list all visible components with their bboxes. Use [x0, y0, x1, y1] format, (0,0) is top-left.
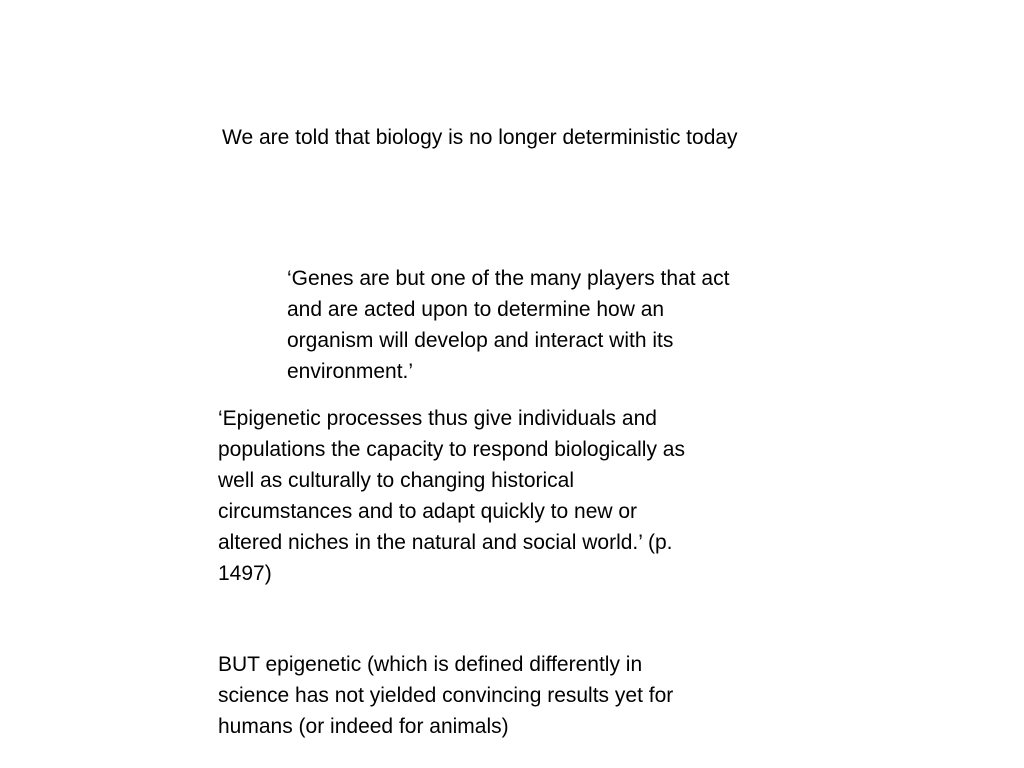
quote-epigenetic-line: 1497): [218, 562, 272, 585]
quote-genes: [287, 263, 797, 387]
quote-epigenetic-line: well as culturally to changing historical: [218, 469, 575, 492]
quote-genes-line: and are acted upon to determine how an: [287, 298, 665, 321]
slide-title: We are told that biology is no longer deterministic today: [222, 126, 738, 149]
quote-genes-line: ‘Genes are but one of the many players that act: [287, 267, 730, 290]
quote-genes-line: organism will develop and interact with its: [287, 329, 674, 352]
note-line: BUT epigenetic (which is defined differently in: [218, 653, 643, 676]
quote-epigenetic-line: circumstances and to adapt quickly to new or: [218, 500, 638, 523]
note-line: science has not yielded convincing results yet for: [218, 684, 674, 707]
quote-epigenetic-line: altered niches in the natural and social world.’ (p.: [218, 531, 673, 554]
note-epigenetic-results: [218, 649, 753, 742]
quote-epigenetic: [218, 403, 753, 589]
quote-epigenetic-line: ‘Epigenetic processes thus give individuals and: [218, 407, 657, 430]
quote-epigenetic-line: populations the capacity to respond biologically as: [218, 438, 685, 461]
quote-genes-line: environment.’: [287, 360, 414, 383]
note-line: humans (or indeed for animals): [218, 715, 509, 738]
